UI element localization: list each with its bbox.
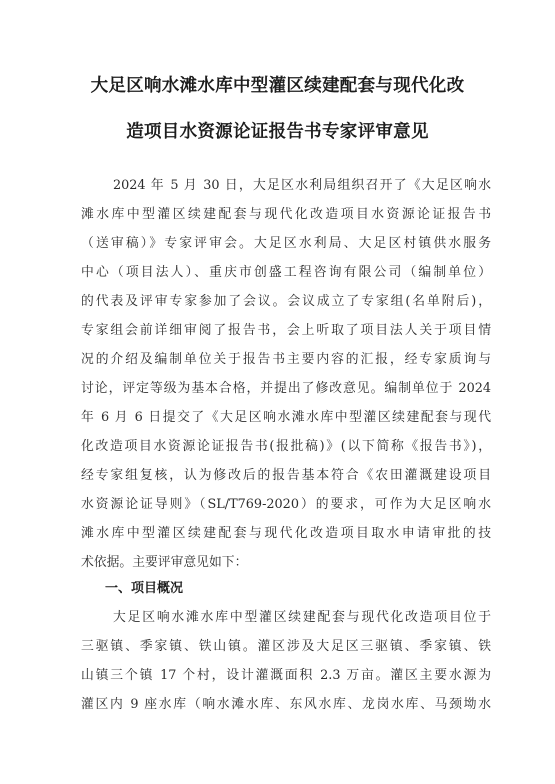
paragraph-line: 年 6 月 6 日提交了《大足区响水滩水库中型灌区续建配套与现代 bbox=[81, 410, 491, 425]
document-title-line-1: 大足区响水滩水库中型灌区续建配套与现代化改 bbox=[90, 76, 465, 96]
paragraph-line: 滩水库中型灌区续建配套与现代化改造项目水资源论证报告书 bbox=[81, 207, 491, 222]
section-heading-project-overview: 一、项目概况 bbox=[105, 581, 184, 596]
paragraph-line: 经专家组复核，认为修改后的报告基本符合《农田灌溉建设项目 bbox=[81, 468, 491, 483]
paragraph-line: （送审稿）》专家评审会。大足区水利局、大足区村镇供水服务 bbox=[81, 236, 491, 251]
paragraph-line: 山镇三个镇 17 个村，设计灌溉面积 2.3 万亩。灌区主要水源为 bbox=[81, 668, 491, 683]
paragraph-line: 灌区内 9 座水库（响水滩水库、东风水库、龙岗水库、马颈坳水 bbox=[81, 697, 491, 712]
paragraph-line: 大足区响水滩水库中型灌区续建配套与现代化改造项目位于 bbox=[113, 610, 491, 625]
paragraph-line: 滩水库中型灌区续建配套与现代化改造项目取水申请审批的技 bbox=[81, 526, 491, 541]
paragraph-line: 专家组会前详细审阅了报告书，会上听取了项目法人关于项目情 bbox=[81, 323, 491, 338]
paragraph-line: 的代表及评审专家参加了会议。会议成立了专家组(名单附后)， bbox=[81, 294, 491, 309]
paragraph-line: 2024 年 5 月 30 日，大足区水利局组织召开了《大足区响水 bbox=[113, 178, 491, 193]
paragraph-line: 中心（项目法人）、重庆市创盛工程咨询有限公司（编制单位） bbox=[81, 265, 491, 280]
paragraph-line: 三驱镇、季家镇、铁山镇。灌区涉及大足区三驱镇、季家镇、铁 bbox=[81, 639, 491, 654]
paragraph-line: 术依据。主要评审意见如下： bbox=[81, 555, 248, 570]
paragraph-line: 水资源论证导则》（SL/T769-2020）的要求，可作为大足区响水 bbox=[81, 497, 491, 512]
paragraph-line: 讨论，评定等级为基本合格，并提出了修改意见。编制单位于 2024 bbox=[81, 381, 491, 396]
paragraph-line: 化改造项目水资源论证报告书(报批稿)》(以下简称《报告书》)， bbox=[81, 439, 491, 454]
document-title-line-2: 造项目水资源论证报告书专家评审意见 bbox=[126, 122, 429, 142]
paragraph-line: 况的介绍及编制单位关于报告书主要内容的汇报，经专家质询与 bbox=[81, 352, 491, 367]
